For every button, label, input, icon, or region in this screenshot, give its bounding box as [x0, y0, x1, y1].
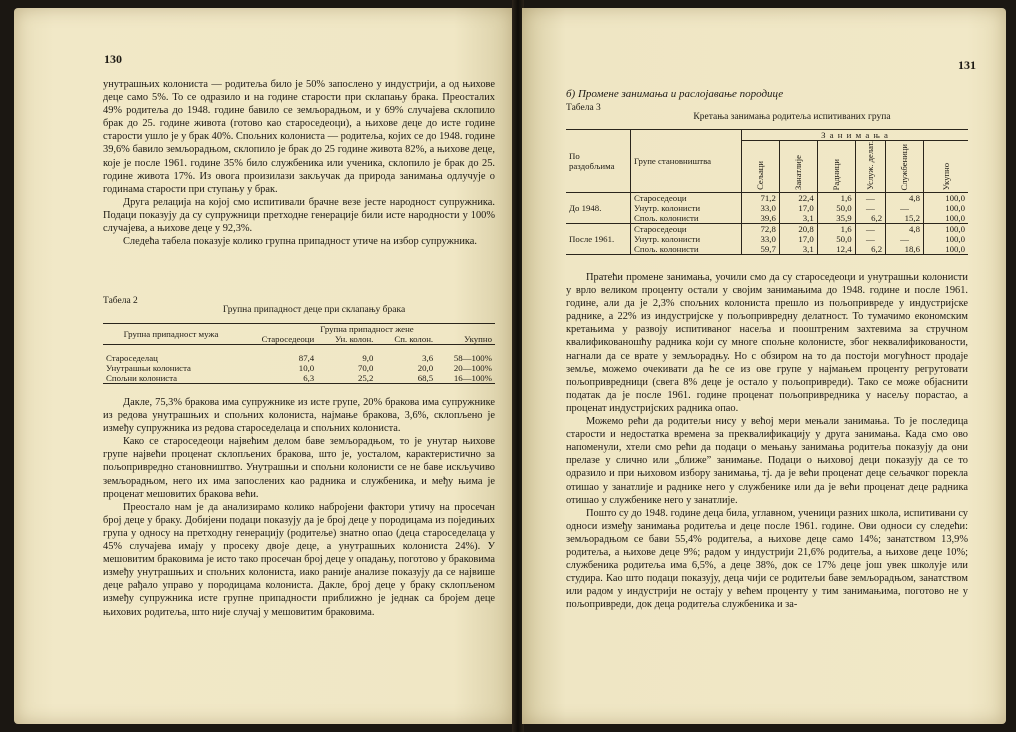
left-page — [14, 8, 514, 724]
table2-col-header: Староседеоци — [261, 334, 315, 344]
table3-group-label: Староседеоци — [631, 224, 742, 235]
table3-period-label: После 1961. — [566, 224, 631, 255]
table3-cell: 100,0 — [924, 213, 969, 224]
table-row — [566, 224, 968, 235]
paragraph: Пошто су до 1948. године деца била, углавном, ученици разних школа, испитивани су односи између занимања родитеља и деце после 1961. године. Ови односи су следећи: земљорадњом се бави 55,4% родитеља, а њихове деце само 14%; занатством 13,9% родитеља, а њихове деце 9%; радом у индустрији 21,6% родитеља, а њихове деце 10%; службеника родитеља има 6,5%, а деце 38%, док се 17% деце још увек школује или студира. Као што подаци показују, деца чији се родитељи баве земљорадњом, занатством или радом у индустрији не остају у већем проценту у тим занимањима, поготово не у пољопривреди, док деца родитеља службеника и за- — [566, 507, 968, 611]
table3-col-header: Службеници — [899, 143, 910, 190]
table2-cell: 58—100% — [453, 352, 492, 363]
table3-cell: 39,6 — [742, 213, 780, 224]
table3-cell: 71,2 — [742, 193, 780, 204]
table2-cell: 16—100% — [453, 372, 492, 383]
table3-header-groups: Групе становништва — [631, 130, 742, 193]
paragraph: Можемо рећи да родитељи нису у већој мери мењали занимања. То је последица старости и недостатка времена за преквалификацију у друга занимања. Када смо ово напоменули, хтели смо рећи да подаци о мењању занимања родитеља показују да они прелазе у слично или „ближе” занимање. Подаци о њиховој деци показују да се то одразило и при њиховом избору занимања, тј. да је већи проценат деце сељачког порекла отишао у занатлије и раднике него у службенике или да је већи проценат деце радника отишао у службенике него у занатлије. — [566, 416, 968, 506]
table2-cell: 20,0 — [417, 362, 434, 373]
table3-cell: — — [855, 203, 885, 213]
table2-col-header: Укупно — [464, 334, 492, 344]
table3-cell: 72,8 — [742, 224, 780, 235]
paragraph: Пратећи промене занимања, уочили смо да су староседеоци и унутрашњи колонисти у врло великом проценту остали у својим занимањима до 1948. године и после 1961. године, али да је 2,3% спољних колониста прешло из пољопривреде у индустријске раднике, а 22% из индустријске у пољопривредну делатност. То тумачимо економским кретањима у развоју испитиваног насеља и пооштреним захтевима за стручном квалификованошћу радника који су многе спољне колонисте, због неквалификованости, нагнали да се врате у земљорадњу. Но с обзиром на то да постоји могућност продаје земље, можемо очекивати да ће се из ове групе у најмањем проценту регрутовати пољопривредници (свега 8% деце је остало у пољопривреди). Тако се може објаснити податак да је после 1961. године проценат пољопривредника у насељу порастао, а проценат индустријских радника опао. — [566, 272, 968, 414]
table3-cell: 3,1 — [779, 213, 817, 224]
table3-cell: — — [886, 234, 924, 244]
table2-col-header: Ун. колон. — [335, 334, 374, 344]
table3-cell: 17,0 — [779, 234, 817, 244]
table3-group-label: Староседеоци — [631, 193, 742, 204]
right-page — [522, 8, 1006, 724]
table2-cell: 70,0 — [357, 362, 374, 373]
table3-group-label: Спољ. колонисти — [631, 244, 742, 255]
table2-header-wife-group: Групна припадност жене — [320, 324, 414, 334]
table2-title: Групна припадност деце при склапању брака — [222, 305, 406, 315]
table3 — [566, 129, 968, 255]
table3-cell: 22,4 — [779, 193, 817, 204]
paragraph: унутрашњих колониста — родитеља било је 50% запослено у индустрији, а од њихове деце само 5%. То се одразило и на године старости при склапању брака. Преосталих 49% родитеља до 1948. године бавило се земљорадњом, и у 69% случајева склопило брак до 25. године живота (готово као староседеоци), а њихове деце до исте године старости ушло је у брак 40%. Спољних колониста — родитеља, којих се до 1948. године 39,6% бавило земљорадњом, склопило је брак до 25 године живота 82%, а њихове деце, које је после 1961. године 35% било службеника или ученика, склопило је брак до 25. године живота 17%. Из овога произилази закључак да природа занимања одлучује о годинама старости при ступању у брак. — [103, 79, 495, 195]
page-number-left: 130 — [104, 52, 122, 66]
left-text-block-1 — [103, 78, 495, 248]
table3-group-label: Спољ. колонисти — [631, 213, 742, 224]
table3-cell: 33,0 — [742, 203, 780, 213]
table3-col-header: Сељаци — [754, 161, 765, 190]
table2-row-label: Спољни колониста — [106, 372, 178, 383]
paragraph: Преостало нам је да анализирамо колико набројени фактори утичу на просечан број деце у браку. Добијени подаци показују да је број деце у породицама из поједињих група у односу на претходну генерацију (родитеље) знатно опао (деца староседелаца у 45% случајева имају у просеку двоје деце, а унутрашњих колониста 24%). У мешовитим браковима је исто тако просечан број деце у опадању, поготово у браковима између унутрашњих и спољних колониста, иако раније анализе показују да се највише деце рађало управо у породицама колониста. Дакле, број деце у браку склопљеном између супружника исте групне припадности приближно је једнак са бројем деце њихових родитеља, што није случај у мешовитим браковима. — [103, 501, 495, 618]
table3-cell: 100,0 — [924, 234, 969, 244]
page-number-right: 131 — [958, 58, 976, 72]
table3-cell: 17,0 — [779, 203, 817, 213]
table2-col-header: Сп. колон. — [394, 334, 434, 344]
table3-col-header: Услуж. делат. — [864, 141, 875, 190]
table3-cell: 100,0 — [924, 244, 969, 255]
table2-cell: 68,5 — [417, 372, 434, 383]
table-row — [566, 193, 968, 204]
left-text-block-2 — [103, 396, 495, 619]
table3-cell: 3,1 — [779, 244, 817, 255]
table3-cell: 18,6 — [886, 244, 924, 255]
table3-cell: — — [855, 193, 885, 204]
table3-group-label: Унутр. колонисти — [631, 203, 742, 213]
table3-cell: 100,0 — [924, 193, 969, 204]
table-row — [103, 363, 495, 373]
table3-group-label: Унутр. колонисти — [631, 234, 742, 244]
table3-cell: 59,7 — [742, 244, 780, 255]
table3-cell: 6,2 — [855, 213, 885, 224]
table-row — [103, 353, 495, 363]
paragraph: Дакле, 75,3% бракова има супружнике из исте групе, 20% бракова има супружнике из редова унутрашњих и спољних колониста, најмање бракова, 3,6%, склопљено је између супружника из редова староседелаца и спољних колониста. — [103, 397, 495, 435]
table2-cell: 6,3 — [303, 372, 315, 383]
table2-cell: 10,0 — [298, 362, 315, 373]
table3-period-label: До 1948. — [566, 193, 631, 224]
table3-cell: 33,0 — [742, 234, 780, 244]
paragraph: Друга релација на којој смо испитивали брачне везе јесте народност супружника. Подаци показују да су супружници претходне генерације били исте народности у 100% случајева, а њихове деце у 92,3%. — [103, 196, 495, 235]
table3-cell: — — [855, 234, 885, 244]
table2 — [103, 323, 495, 384]
table2-cell: 25,2 — [357, 372, 374, 383]
table3-cell: 15,2 — [886, 213, 924, 224]
right-text-block — [566, 271, 968, 611]
table3-cell: 50,0 — [817, 203, 855, 213]
table3-cell: 1,6 — [817, 193, 855, 204]
table3-cell: 4,8 — [886, 224, 924, 235]
paragraph: Следећа табела показује колико групна припадност утиче на избор супружника. — [123, 236, 477, 248]
table2-cell: 20—100% — [453, 362, 492, 373]
table3-cell: 100,0 — [924, 203, 969, 213]
table3-title: Кретања занимања родитеља испитиваних група — [693, 112, 891, 122]
table3-cell: 4,8 — [886, 193, 924, 204]
table3-col-header: Занатлије — [792, 155, 803, 190]
table2-cell: 9,0 — [362, 352, 374, 363]
table2-header-husband-group: Групна припадност мужа — [103, 324, 239, 345]
table2-row-label: Унутрашњи колониста — [106, 362, 191, 373]
table3-header-occupations: З а н и м а њ а — [742, 130, 969, 141]
table3-cell: — — [886, 203, 924, 213]
table-row — [103, 373, 495, 384]
table3-cell: 20,8 — [779, 224, 817, 235]
table2-caption: Табела 2 — [103, 296, 138, 306]
table3-col-header: Укупно — [940, 162, 951, 190]
table3-cell: 35,9 — [817, 213, 855, 224]
table2-cell: 87,4 — [298, 352, 315, 363]
table3-cell: 1,6 — [817, 224, 855, 235]
table3-caption: Табела 3 — [566, 103, 601, 113]
table3-cell: 50,0 — [817, 234, 855, 244]
table2-cell: 3,6 — [422, 352, 434, 363]
table3-header-period: По раздобљима — [566, 130, 631, 193]
table3-cell: 6,2 — [855, 244, 885, 255]
table3-cell: 12,4 — [817, 244, 855, 255]
paragraph: Како се староседеоци највећим делом баве земљорадњом, то је унутар њихове групе највећи проценат склопљених бракова, што је, уосталом, карактеристично за пољопривредно становништво. Унутрашњи и спољни колонисти се не баве искључиво земљорадњом, него их има запослених као радника и службеника, и међу њима је проценат мешовитих бракова већи. — [103, 436, 495, 500]
table3-cell: 100,0 — [924, 224, 969, 235]
table3-col-header: Радници — [830, 158, 841, 190]
section-heading: б) Промене занимања и раслојавање породице — [566, 88, 784, 100]
table3-cell: — — [855, 224, 885, 235]
table2-row-label: Староседелац — [106, 352, 158, 363]
